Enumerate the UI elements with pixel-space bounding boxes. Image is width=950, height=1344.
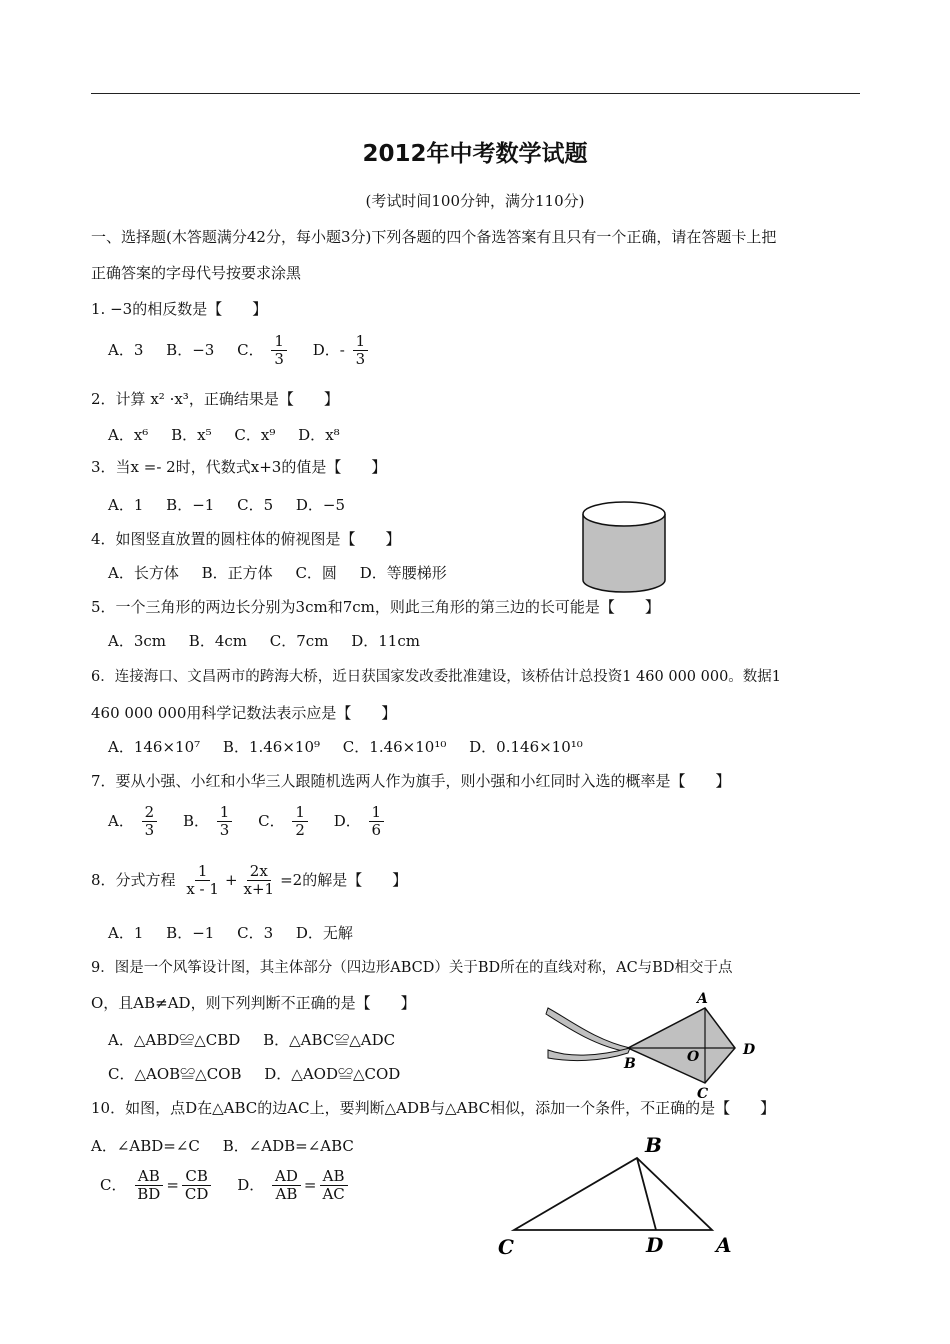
q5-option-d: D．11cm — [351, 632, 420, 650]
q10-stem: 10．如图，点D在△ABC的边AC上，要判断△ADB与△ABC相似，添加一个条件，不正确的是【 】 — [91, 1099, 776, 1117]
fraction-denominator: x - 1 — [186, 880, 219, 899]
page-title: 2012年中考数学试题 — [362, 141, 588, 167]
q10-options-row-2 — [100, 1168, 351, 1204]
q9-stem-1: 9．图是一个风筝设计图，其主体部分（四边形ABCD）关于BD所在的直线对称，AC与BD相交于点 — [91, 960, 733, 976]
q8-options — [108, 922, 353, 943]
section-instructions-1: 一、选择题(木答题满分42分，每小题3分)下列各题的四个备选答案有且只有一个正确，请在答题卡上把 — [91, 228, 777, 246]
q7-option-d: D． — [333, 811, 361, 830]
q10-option-d: D． — [237, 1175, 265, 1194]
q2-stem-prefix: 2．计算 — [91, 390, 146, 408]
q3-stem-prefix: 3．当 — [91, 458, 131, 476]
fraction-denominator: 3 — [144, 821, 155, 840]
q9-option-d: D．△AOD≌△COD — [264, 1065, 401, 1083]
q7-option-c: C． — [258, 811, 285, 830]
q9-option-a: A．△ABD≌△CBD — [108, 1031, 241, 1049]
q2-option-c: C． — [234, 426, 261, 444]
q2-expression: x² ·x³ — [150, 390, 189, 408]
triangle-label-b: B — [645, 1133, 662, 1157]
q9-option-c: C．△AOB≌△COB — [108, 1065, 242, 1083]
triangle-abc — [514, 1158, 712, 1230]
triangle-label-c: C — [498, 1235, 514, 1259]
q3-stem-middle: 时，代数式 — [175, 458, 251, 476]
fraction-numerator: 1 — [292, 804, 308, 822]
q7-option-b-fraction — [217, 804, 233, 840]
q9-options-row-2 — [108, 1063, 400, 1084]
q3-option-a: A．1 — [108, 496, 144, 514]
q4-option-a: A．长方体 — [108, 564, 179, 582]
q6-option-d: D．0.146×10¹⁰ — [469, 738, 583, 756]
q10-option-b: B．∠ADB=∠ABC — [222, 1137, 354, 1155]
q5-options — [108, 630, 420, 651]
q6-option-b: B．1.46×10⁹ — [222, 738, 321, 756]
exam-subtitle: (考试时间100分钟，满分110分) — [365, 192, 585, 210]
q6-option-a: A．146×10⁷ — [108, 738, 201, 756]
q4-stem: 4．如图竖直放置的圆柱体的俯视图是【 】 — [91, 530, 401, 548]
q8-option-c: C．3 — [237, 924, 274, 942]
kite-figure — [540, 990, 770, 1100]
q1-option-c: C． — [237, 340, 264, 359]
cylinder-top — [583, 502, 665, 526]
fraction-denominator: 3 — [274, 350, 284, 369]
fraction-denominator: x+1 — [243, 880, 275, 899]
q3-condition: x =- 2 — [130, 458, 176, 476]
q10-option-d-fraction-1 — [272, 1168, 301, 1204]
q2-option-d-value: x⁸ — [325, 426, 340, 444]
q8-fraction-2 — [241, 863, 278, 899]
fraction-numerator: AB — [135, 1168, 163, 1186]
q3-option-b: B．−1 — [166, 496, 215, 514]
q3-option-c: C．5 — [237, 496, 274, 514]
cylinder-figure — [580, 498, 670, 593]
q10-option-c-fraction-1 — [134, 1168, 163, 1204]
q8-option-b: B．−1 — [166, 924, 215, 942]
q9-option-b: B．△ABC≌△ADC — [263, 1031, 396, 1049]
q1-stem: 1. −3的相反数是【 】 — [91, 300, 268, 318]
q1-option-a: A．3 — [108, 340, 144, 359]
q8-option-d: D．无解 — [295, 924, 353, 942]
q2-option-d: D． — [298, 426, 326, 444]
q10-option-c-fraction-2 — [182, 1168, 212, 1204]
q2-option-c-value: x⁹ — [260, 426, 276, 444]
q8-stem — [91, 863, 407, 899]
q2-stem — [91, 388, 339, 409]
fraction-denominator: AC — [322, 1185, 345, 1204]
q2-option-a-value: x⁶ — [133, 426, 149, 444]
q3-expression: x+3 — [250, 458, 282, 476]
q7-option-c-fraction — [292, 804, 308, 840]
q2-option-b: B． — [171, 426, 198, 444]
q10-option-d-fraction-2 — [319, 1168, 347, 1204]
fraction-numerator: CB — [182, 1168, 211, 1186]
q4-option-b: B．正方体 — [201, 564, 273, 582]
q8-fraction-1 — [183, 863, 222, 899]
fraction-numerator: 1 — [271, 333, 287, 351]
kite-label-c: C — [697, 1086, 709, 1102]
q2-options — [108, 424, 340, 445]
q10-option-d-equals: = — [303, 1175, 317, 1194]
q3-option-d: D．−5 — [295, 496, 346, 514]
q8-stem-prefix: 8．分式方程 — [91, 870, 176, 889]
q10-option-a: A．∠ABD=∠C — [91, 1137, 200, 1155]
q9-options-row-1 — [108, 1029, 395, 1050]
q3-stem-suffix: 的值是【 】 — [281, 458, 387, 476]
segment-bd — [637, 1158, 656, 1230]
q7-option-a: A． — [108, 811, 134, 830]
q5-option-c: C．7cm — [269, 632, 329, 650]
q2-option-a: A． — [108, 426, 134, 444]
q8-option-a: A．1 — [108, 924, 144, 942]
fraction-numerator: 1 — [217, 804, 233, 822]
kite-tail-upper — [546, 1008, 630, 1052]
fraction-denominator: 3 — [355, 350, 366, 369]
kite-body — [628, 1008, 735, 1083]
q9-stem-2: O，且AB≠AD，则下列判断不正确的是【 】 — [91, 994, 416, 1012]
triangle-label-d: D — [646, 1233, 664, 1257]
kite-label-b: B — [624, 1056, 636, 1072]
q7-option-b: B． — [182, 811, 209, 830]
fraction-denominator: 3 — [219, 821, 230, 840]
fraction-numerator: 1 — [195, 863, 211, 881]
q2-option-b-value: x⁵ — [197, 426, 212, 444]
q3-stem — [91, 456, 386, 477]
q1-option-d-fraction — [353, 333, 369, 369]
q10-option-c-equals: = — [166, 1175, 179, 1194]
fraction-numerator: AB — [320, 1168, 348, 1186]
fraction-denominator: CD — [184, 1185, 209, 1204]
triangle-label-a: A — [716, 1233, 732, 1257]
q8-equals: =2 — [280, 870, 303, 889]
kite-label-d: D — [743, 1042, 756, 1058]
q2-stem-suffix: ，正确结果是【 】 — [188, 390, 339, 408]
kite-label-a: A — [697, 991, 708, 1007]
q8-plus: + — [224, 870, 238, 889]
q7-options — [108, 804, 387, 840]
q6-options — [108, 736, 583, 757]
q7-option-a-fraction — [142, 804, 158, 840]
kite-label-o: O — [687, 1049, 700, 1065]
q10-option-c: C． — [100, 1175, 127, 1194]
q8-stem-suffix: 的解是【 】 — [302, 870, 408, 889]
q5-stem: 5．一个三角形的两边长分别为3cm和7cm，则此三角形的第三边的长可能是【 】 — [91, 598, 660, 616]
q1-option-b: B．−3 — [166, 340, 215, 359]
q10-options-row-1 — [91, 1135, 354, 1156]
triangle-figure — [490, 1130, 750, 1260]
fraction-numerator: 1 — [369, 804, 385, 822]
fraction-denominator: 2 — [295, 821, 305, 840]
fraction-numerator: 2x — [247, 863, 271, 881]
fraction-denominator: AB — [275, 1185, 298, 1204]
q7-option-d-fraction — [369, 804, 385, 840]
q3-options — [108, 494, 345, 515]
fraction-numerator: 2 — [142, 804, 158, 822]
header-rule — [91, 93, 860, 94]
fraction-numerator: 1 — [353, 333, 369, 351]
fraction-numerator: AD — [272, 1168, 301, 1186]
q6-stem-2: 460 000 000用科学记数法表示应是【 】 — [91, 704, 397, 722]
q6-option-c: C．1.46×10¹⁰ — [342, 738, 447, 756]
section-instructions-2: 正确答案的字母代号按要求涂黑 — [91, 264, 302, 282]
q1-option-d: D．- — [312, 340, 345, 359]
q1-options — [108, 333, 371, 369]
q5-option-a: A．3cm — [108, 632, 167, 650]
q4-option-c: C．圆 — [295, 564, 337, 582]
q5-option-b: B．4cm — [188, 632, 247, 650]
fraction-denominator: BD — [137, 1185, 161, 1204]
q4-options — [108, 562, 447, 583]
fraction-denominator: 6 — [371, 821, 382, 840]
q7-stem: 7．要从小强、小红和小华三人跟随机选两人作为旗手，则小强和小红同时入选的概率是【 】 — [91, 772, 731, 790]
q6-stem-1: 6．连接海口、文昌两市的跨海大桥，近日获国家发改委批准建设，该桥估计总投资1 460 000 000。数据1 — [91, 669, 782, 685]
q4-option-d: D．等腰梯形 — [359, 564, 447, 582]
q1-option-c-fraction — [271, 333, 287, 369]
